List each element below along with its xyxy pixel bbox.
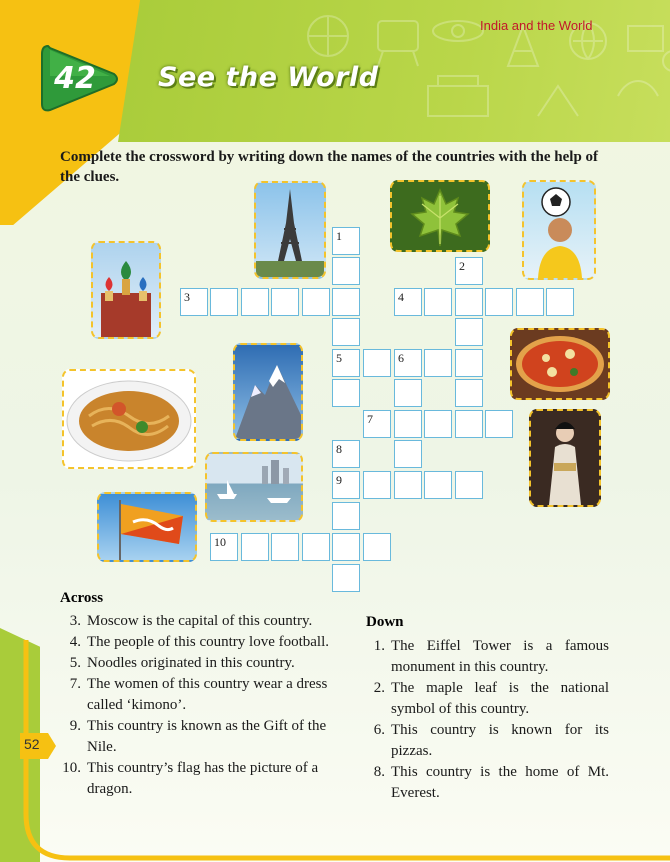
clue-number-8: 8 — [336, 442, 342, 456]
crossword-cell[interactable] — [394, 288, 422, 316]
crossword-cell[interactable] — [455, 288, 483, 316]
crossword-cell[interactable] — [332, 440, 360, 468]
japanese-kimono-image — [529, 409, 601, 507]
crossword-cell[interactable] — [332, 471, 360, 499]
crossword-cell[interactable] — [332, 257, 360, 285]
crossword-cell[interactable] — [455, 349, 483, 377]
across-clue: 5. Noodles originated in this country. — [69, 655, 295, 671]
mountain-icon — [235, 345, 301, 439]
down-clue: 2. The maple leaf is the national symbol of this country. — [373, 680, 609, 717]
page-number: 52 — [24, 736, 40, 752]
crossword-cell[interactable] — [332, 502, 360, 530]
crossword-cell[interactable] — [363, 471, 391, 499]
down-clue: 1. The Eiffel Tower is a famous monument in this country. — [373, 638, 609, 675]
across-clue: 9. This country is known as the Gift of the Nile. — [69, 718, 327, 755]
crossword-cell[interactable] — [455, 257, 483, 285]
crossword-cell[interactable] — [516, 288, 544, 316]
crossword-cell[interactable] — [332, 379, 360, 407]
clue-number-6: 6 — [398, 351, 404, 365]
down-heading: Down — [366, 614, 404, 630]
crossword-cell[interactable] — [332, 318, 360, 346]
crossword-cell[interactable] — [424, 471, 452, 499]
river-boats-icon — [207, 454, 301, 520]
noodles-icon — [64, 371, 194, 467]
crossword-cell[interactable] — [394, 349, 422, 377]
crossword-cell[interactable] — [332, 288, 360, 316]
kimono-icon — [531, 411, 599, 505]
crossword-cell[interactable] — [455, 410, 483, 438]
maple-leaf-image — [390, 180, 490, 252]
down-clues — [364, 636, 609, 804]
mount-everest-image — [233, 343, 303, 441]
crossword-cell[interactable] — [485, 288, 513, 316]
clue-number-1: 1 — [336, 229, 342, 243]
crossword-cell[interactable] — [241, 533, 269, 561]
crossword-cell[interactable] — [394, 379, 422, 407]
noodles-image — [62, 369, 196, 469]
eiffel-tower-icon — [256, 183, 324, 277]
crossword-cell[interactable] — [424, 410, 452, 438]
kremlin-icon — [93, 243, 159, 337]
clue-number-5: 5 — [336, 351, 342, 365]
page-title: See the World — [158, 62, 379, 93]
crossword-cell[interactable] — [332, 227, 360, 255]
crossword-cell[interactable] — [302, 288, 330, 316]
crossword-cell[interactable] — [180, 288, 208, 316]
clue-number-4: 4 — [398, 290, 404, 304]
across-clue: 4. The people of this country love football. — [69, 634, 330, 650]
down-clue: 6. This country is known for its pizzas. — [373, 722, 609, 759]
crossword-cell[interactable] — [485, 410, 513, 438]
crossword-cell[interactable] — [302, 533, 330, 561]
crossword-cell[interactable] — [455, 318, 483, 346]
lesson-number: 42 — [54, 61, 96, 96]
crossword-cell[interactable] — [424, 288, 452, 316]
crossword-cell[interactable] — [271, 533, 299, 561]
crossword-cell[interactable] — [210, 288, 238, 316]
clue-number-2: 2 — [459, 259, 465, 273]
crossword-cell[interactable] — [394, 410, 422, 438]
section-title: India and the World — [480, 18, 593, 33]
clue-number-7: 7 — [367, 412, 373, 426]
across-heading: Across — [60, 590, 104, 606]
crossword-cell[interactable] — [363, 533, 391, 561]
crossword-cell[interactable] — [271, 288, 299, 316]
clue-number-10: 10 — [214, 535, 226, 549]
pizza-image — [510, 328, 610, 400]
football-icon — [524, 182, 594, 278]
football-boy-image — [522, 180, 596, 280]
crossword-cell[interactable] — [394, 440, 422, 468]
crossword-cell[interactable] — [363, 349, 391, 377]
crossword-cell[interactable] — [455, 471, 483, 499]
crossword-cell[interactable] — [332, 533, 360, 561]
pizza-icon — [512, 330, 608, 398]
kremlin-image — [91, 241, 161, 339]
down-clue: 8. This country is the home of Mt. Everest. — [373, 764, 609, 801]
crossword-cell[interactable] — [241, 288, 269, 316]
across-clue: 7. The women of this country wear a dress called ‘kimono’. — [69, 676, 328, 713]
instruction-text: Complete the crossword by writing down the names of the countries with the help of the clues. — [60, 149, 599, 185]
crossword-cell[interactable] — [546, 288, 574, 316]
crossword-cell[interactable] — [394, 471, 422, 499]
dragon-flag-icon — [99, 494, 195, 560]
across-clue: 3. Moscow is the capital of this country. — [69, 613, 313, 629]
crossword-cell[interactable] — [332, 564, 360, 592]
crossword-cell[interactable] — [455, 379, 483, 407]
clue-number-9: 9 — [336, 473, 342, 487]
across-clue: 10. This country’s flag has the picture of a dragon. — [62, 760, 319, 797]
maple-leaf-icon — [392, 182, 488, 250]
river-city-image — [205, 452, 303, 522]
crossword-cell[interactable] — [332, 349, 360, 377]
crossword-cell[interactable] — [424, 349, 452, 377]
lesson-badge — [40, 42, 120, 116]
across-clues — [60, 611, 345, 800]
page-number-badge — [20, 733, 56, 759]
crossword-cell[interactable] — [210, 533, 238, 561]
clue-number-3: 3 — [184, 290, 190, 304]
crossword-cell[interactable] — [363, 410, 391, 438]
bhutan-flag-image — [97, 492, 197, 562]
eiffel-tower-image — [254, 181, 326, 279]
